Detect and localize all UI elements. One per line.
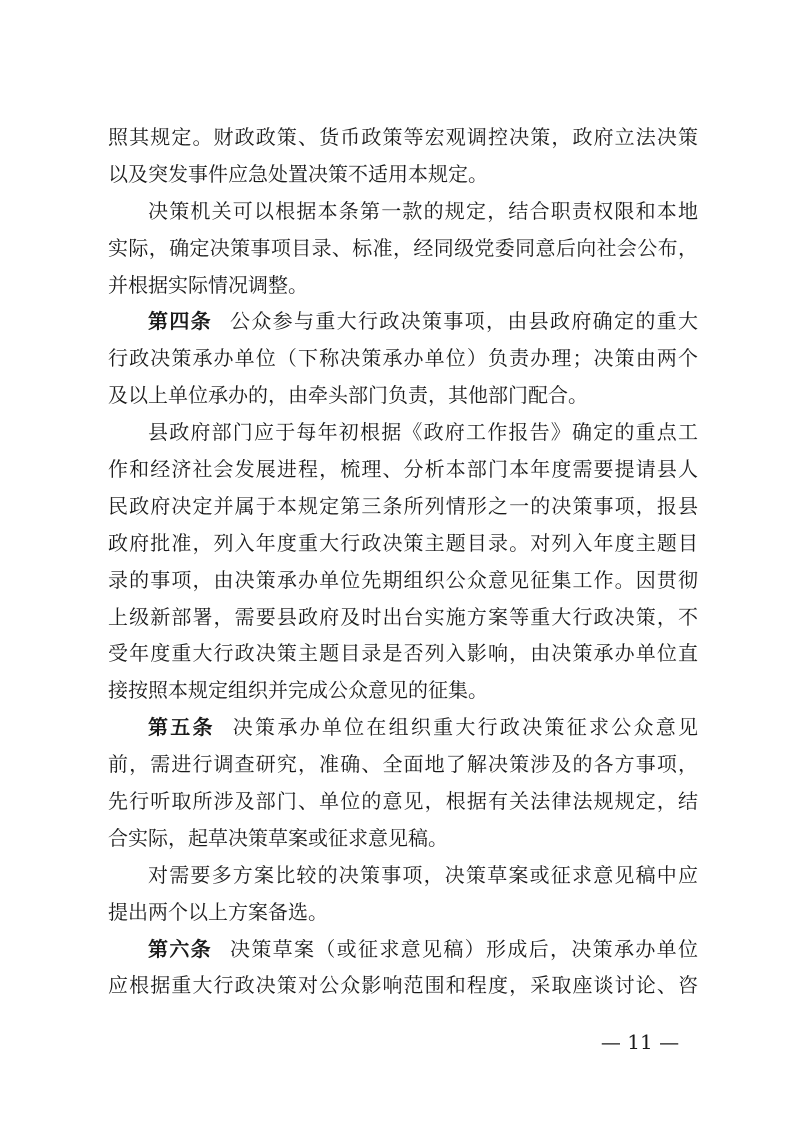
text-line: 接按照本规定组织并完成公众意见的征集。 — [108, 678, 488, 703]
article-text: 决策承办单位在组织重大行政决策征求公众意见 — [232, 715, 699, 740]
article-number: 第六条 — [148, 936, 212, 961]
article-paragraph — [108, 931, 698, 1005]
article-paragraph — [108, 709, 698, 857]
paragraph — [108, 193, 698, 304]
text-line: 照其规定。财政政策、货币政策等宏观调控决策，政府立法决策 — [108, 125, 698, 149]
page-number: — 11 — — [600, 1030, 680, 1054]
article-paragraph — [108, 303, 698, 414]
article-number: 第四条 — [148, 309, 212, 334]
article-number: 第五条 — [148, 715, 215, 740]
text-line: 作和经济社会发展进程，梳理、分析本部门本年度需要提请县人 — [108, 457, 698, 482]
text-line: 及以上单位承办的，由牵头部门负责，其他部门配合。 — [108, 383, 588, 408]
text-line: 提出两个以上方案备选。 — [108, 899, 328, 924]
paragraph — [108, 414, 698, 709]
text-line: 对需要多方案比较的决策事项，决策草案或征求意见稿中应 — [148, 862, 698, 887]
text-line: 以及突发事件应急处置决策不适用本规定。 — [108, 161, 488, 186]
text-line: 先行听取所涉及部门、单位的意见，根据有关法律法规规定，结 — [108, 789, 698, 814]
text-line — [108, 303, 698, 340]
text-line: 前，需进行调查研究，准确、全面地了解决策涉及的各方事项， — [108, 752, 698, 777]
text-line: 县政府部门应于每年初根据《政府工作报告》确定的重点工 — [148, 420, 698, 445]
text-line: 政府批准，列入年度重大行政决策主题目录。对列入年度主题目 — [108, 530, 698, 555]
text-line: 行政决策承办单位（下称决策承办单位）负责办理；决策由两个 — [108, 346, 698, 371]
text-line: 合实际，起草决策草案或征求意见稿。 — [108, 825, 448, 850]
text-line: 民政府决定并属于本规定第三条所列情形之一的决策事项，报县 — [108, 493, 698, 518]
text-line: 上级新部署，需要县政府及时出台实施方案等重大行政决策，不 — [108, 604, 698, 629]
text-line: 决策机关可以根据本条第一款的规定，结合职责权限和本地 — [148, 198, 698, 223]
text-line: 录的事项，由决策承办单位先期组织公众意见征集工作。因贯彻 — [108, 567, 698, 592]
text-line — [108, 931, 698, 968]
document-body — [108, 119, 698, 1004]
article-text: 决策草案（或征求意见稿）形成后，决策承办单位 — [230, 936, 698, 961]
paragraph — [108, 857, 698, 931]
text-line: 受年度重大行政决策主题目录是否列入影响，由决策承办单位直 — [108, 641, 698, 666]
text-line: 应根据重大行政决策对公众影响范围和程度，采取座谈讨论、咨 — [108, 973, 698, 998]
text-line: 实际，确定决策事项目录、标准，经同级党委同意后向社会公布， — [108, 235, 698, 260]
text-line: 并根据实际情况调整。 — [108, 272, 308, 297]
paragraph — [108, 119, 698, 193]
text-line — [108, 709, 698, 746]
article-text: 公众参与重大行政决策事项，由县政府确定的重大 — [230, 309, 698, 334]
